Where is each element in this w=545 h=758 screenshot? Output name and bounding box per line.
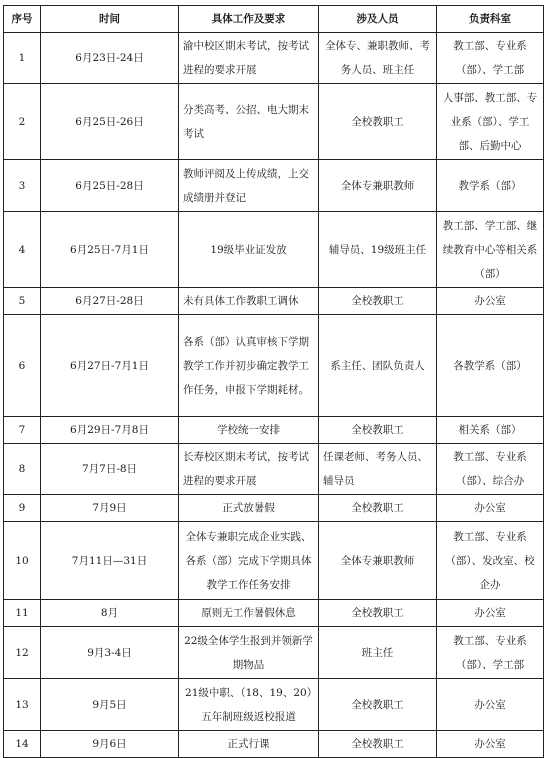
cell-dept: 办公室 xyxy=(437,731,544,758)
cell-time: 6月23日-24日 xyxy=(41,33,179,84)
cell-task: 渝中校区期末考试，按考试进程的要求开展 xyxy=(179,33,319,84)
cell-no: 7 xyxy=(4,417,41,444)
cell-no: 8 xyxy=(4,444,41,495)
cell-dept: 各教学系（部） xyxy=(437,315,544,417)
table-row xyxy=(4,444,544,495)
header-row xyxy=(4,6,544,33)
cell-time: 6月27日-28日 xyxy=(41,288,179,315)
cell-task: 21级中职、（18、19、20）五年制班级返校报道 xyxy=(179,679,319,731)
header-people: 涉及人员 xyxy=(319,6,437,33)
cell-task: 正式放暑假 xyxy=(179,495,319,522)
cell-time: 8月 xyxy=(41,600,179,627)
cell-no: 6 xyxy=(4,315,41,417)
table-row xyxy=(4,495,544,522)
cell-people: 全校教职工 xyxy=(319,495,437,522)
cell-dept: 教工部、专业系（部）、发改室、校企办 xyxy=(437,522,544,600)
cell-dept: 教工部、专业系（部）、综合办 xyxy=(437,444,544,495)
cell-dept: 办公室 xyxy=(437,679,544,731)
table-row xyxy=(4,679,544,731)
cell-no: 3 xyxy=(4,160,41,212)
table-row xyxy=(4,315,544,417)
header-task: 具体工作及要求 xyxy=(179,6,319,33)
header-dept: 负责科室 xyxy=(437,6,544,33)
cell-people: 辅导员、19级班主任 xyxy=(319,212,437,288)
header-no: 序号 xyxy=(4,6,41,33)
cell-time: 9月3-4日 xyxy=(41,627,179,679)
table-row xyxy=(4,160,544,212)
cell-time: 7月11日—31日 xyxy=(41,522,179,600)
table-row xyxy=(4,33,544,84)
cell-task: 全体专兼职完成企业实践、各系（部）完成下学期具体教学工作任务安排 xyxy=(179,522,319,600)
cell-time: 6月25日-28日 xyxy=(41,160,179,212)
table-row xyxy=(4,627,544,679)
cell-dept: 教工部、专业系（部）、学工部 xyxy=(437,627,544,679)
cell-people: 全校教职工 xyxy=(319,731,437,758)
table-row xyxy=(4,417,544,444)
cell-time: 6月25日-26日 xyxy=(41,84,179,160)
cell-people: 任课老师、考务人员、辅导员 xyxy=(319,444,437,495)
cell-time: 6月27日-7月1日 xyxy=(41,315,179,417)
cell-dept: 办公室 xyxy=(437,600,544,627)
table-row xyxy=(4,522,544,600)
cell-task: 学校统一安排 xyxy=(179,417,319,444)
cell-task: 22级全体学生报到并领新学期物品 xyxy=(179,627,319,679)
cell-no: 11 xyxy=(4,600,41,627)
cell-no: 13 xyxy=(4,679,41,731)
cell-dept: 教学系（部） xyxy=(437,160,544,212)
cell-people: 全体专、兼职教师、考务人员、班主任 xyxy=(319,33,437,84)
cell-dept: 办公室 xyxy=(437,495,544,522)
cell-time: 6月29日-7月8日 xyxy=(41,417,179,444)
cell-no: 1 xyxy=(4,33,41,84)
cell-people: 系主任、团队负责人 xyxy=(319,315,437,417)
cell-time: 7月9日 xyxy=(41,495,179,522)
cell-no: 9 xyxy=(4,495,41,522)
cell-dept: 教工部、专业系（部）、学工部 xyxy=(437,33,544,84)
cell-time: 9月6日 xyxy=(41,731,179,758)
cell-task: 19级毕业证发放 xyxy=(179,212,319,288)
cell-people: 全校教职工 xyxy=(319,417,437,444)
cell-task: 分类高考、公招、电大期末考试 xyxy=(179,84,319,160)
cell-task: 教师评阅及上传成绩，上交成绩册并登记 xyxy=(179,160,319,212)
cell-dept: 人事部、教工部、专业系（部）、学工部、后勤中心 xyxy=(437,84,544,160)
cell-task: 未有具体工作教职工调休 xyxy=(179,288,319,315)
cell-time: 9月5日 xyxy=(41,679,179,731)
cell-people: 全校教职工 xyxy=(319,288,437,315)
cell-people: 全体专兼职教师 xyxy=(319,160,437,212)
cell-task: 各系（部）认真审核下学期教学工作并初步确定教学工作任务，申报下学期耗材。 xyxy=(179,315,319,417)
table-row xyxy=(4,600,544,627)
cell-time: 7月7日-8日 xyxy=(41,444,179,495)
cell-task: 原则无工作暑假休息 xyxy=(179,600,319,627)
cell-dept: 办公室 xyxy=(437,288,544,315)
cell-no: 14 xyxy=(4,731,41,758)
cell-people: 班主任 xyxy=(319,627,437,679)
cell-no: 5 xyxy=(4,288,41,315)
cell-dept: 教工部、学工部、继续教育中心等相关系（部） xyxy=(437,212,544,288)
cell-no: 12 xyxy=(4,627,41,679)
table-row xyxy=(4,212,544,288)
cell-people: 全体专兼职教师 xyxy=(319,522,437,600)
cell-task: 正式行课 xyxy=(179,731,319,758)
cell-dept: 相关系（部） xyxy=(437,417,544,444)
table-row xyxy=(4,84,544,160)
table-row xyxy=(4,288,544,315)
cell-people: 全校教职工 xyxy=(319,600,437,627)
cell-no: 10 xyxy=(4,522,41,600)
table-row xyxy=(4,731,544,758)
cell-no: 4 xyxy=(4,212,41,288)
schedule-table xyxy=(3,5,544,758)
cell-people: 全校教职工 xyxy=(319,84,437,160)
cell-no: 2 xyxy=(4,84,41,160)
cell-people: 全校教职工 xyxy=(319,679,437,731)
cell-task: 长寿校区期末考试，按考试进程的要求开展 xyxy=(179,444,319,495)
header-time: 时间 xyxy=(41,6,179,33)
cell-time: 6月25日-7月1日 xyxy=(41,212,179,288)
